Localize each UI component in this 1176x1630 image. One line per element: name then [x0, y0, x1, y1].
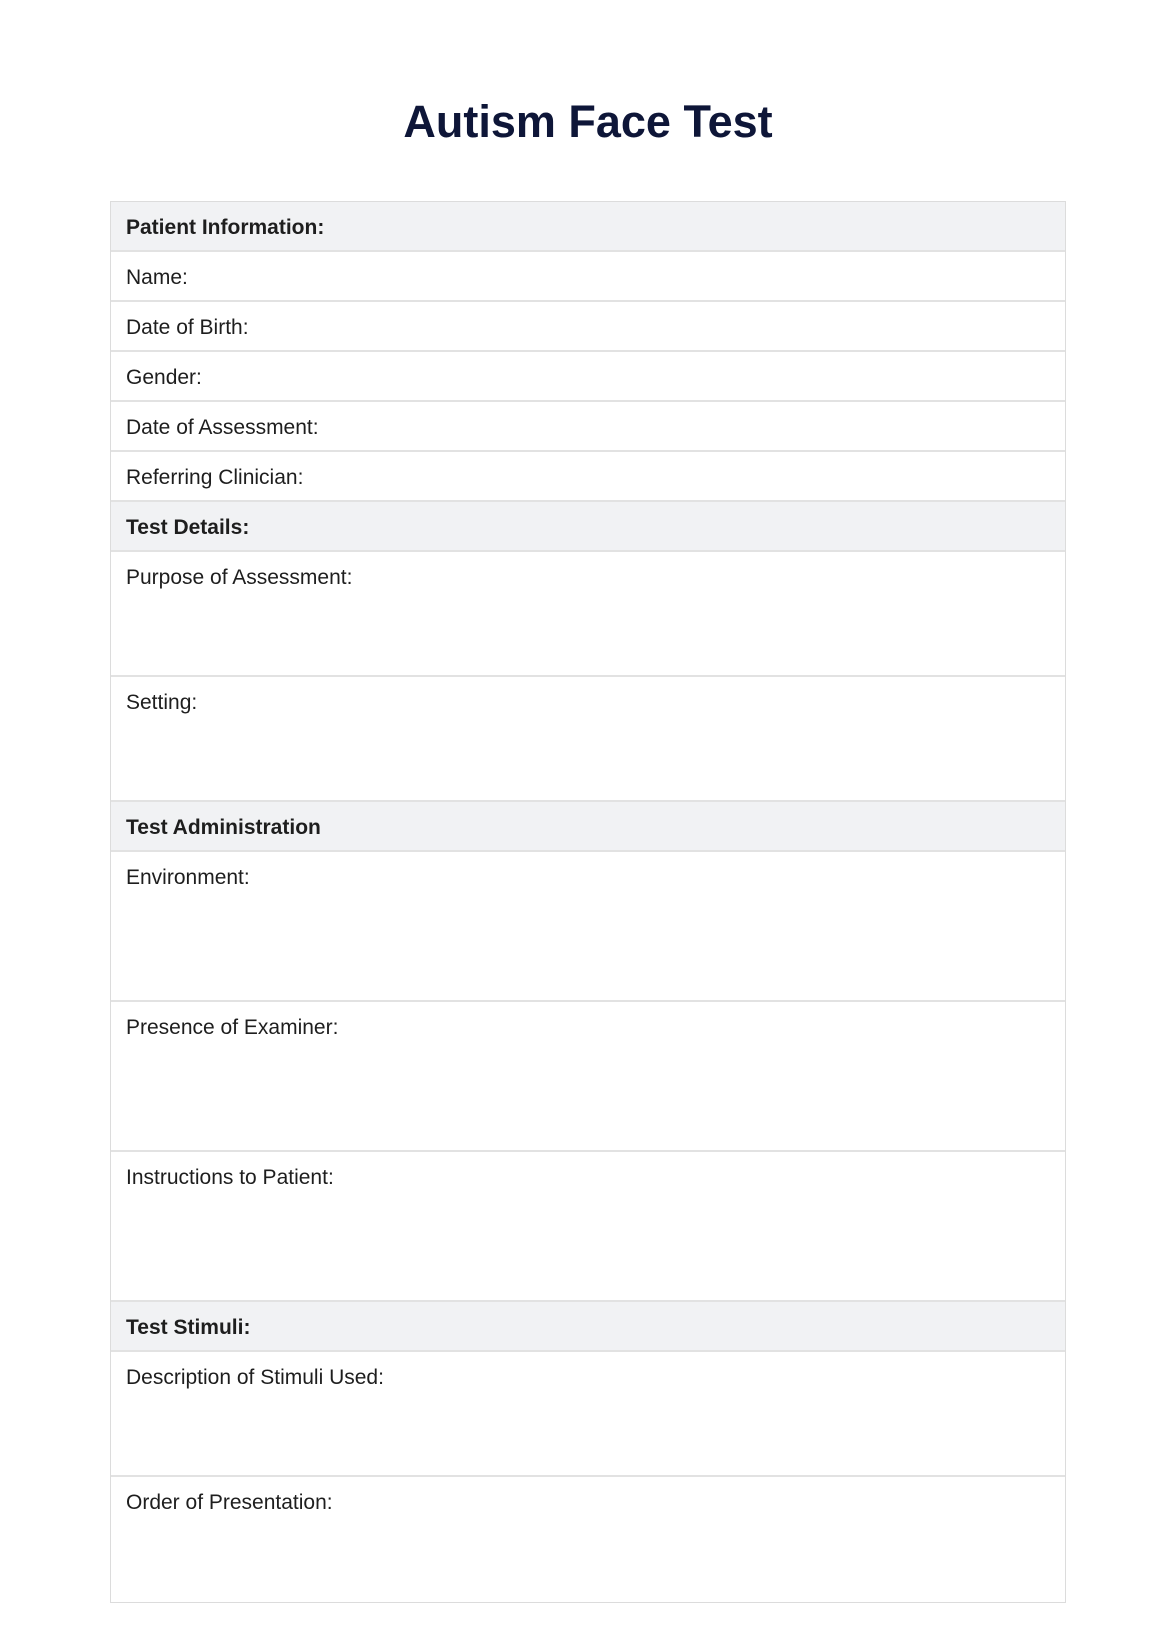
- field-setting[interactable]: Setting:: [111, 677, 1065, 802]
- field-purpose-of-assessment[interactable]: Purpose of Assessment:: [111, 552, 1065, 677]
- field-gender[interactable]: Gender:: [111, 352, 1065, 402]
- section-header-test-administration: Test Administration: [111, 802, 1065, 852]
- section-header-test-stimuli: Test Stimuli:: [111, 1302, 1065, 1352]
- field-name[interactable]: Name:: [111, 252, 1065, 302]
- field-referring-clinician[interactable]: Referring Clinician:: [111, 452, 1065, 502]
- assessment-form: [110, 201, 1066, 1603]
- field-order-of-presentation[interactable]: Order of Presentation:: [126, 1491, 333, 1514]
- field-date-of-birth[interactable]: Date of Birth:: [111, 302, 1065, 352]
- field-date-of-assessment[interactable]: Date of Assessment:: [111, 402, 1065, 452]
- field-description-of-stimuli[interactable]: Description of Stimuli Used:: [111, 1352, 1065, 1477]
- field-presence-of-examiner[interactable]: Presence of Examiner:: [111, 1002, 1065, 1152]
- page-title: Autism Face Test: [403, 96, 773, 147]
- section-header-test-details: Test Details:: [111, 502, 1065, 552]
- field-instructions-to-patient[interactable]: Instructions to Patient:: [111, 1152, 1065, 1302]
- section-header-patient-information: Patient Information:: [111, 202, 1065, 252]
- field-environment[interactable]: Environment:: [111, 852, 1065, 1002]
